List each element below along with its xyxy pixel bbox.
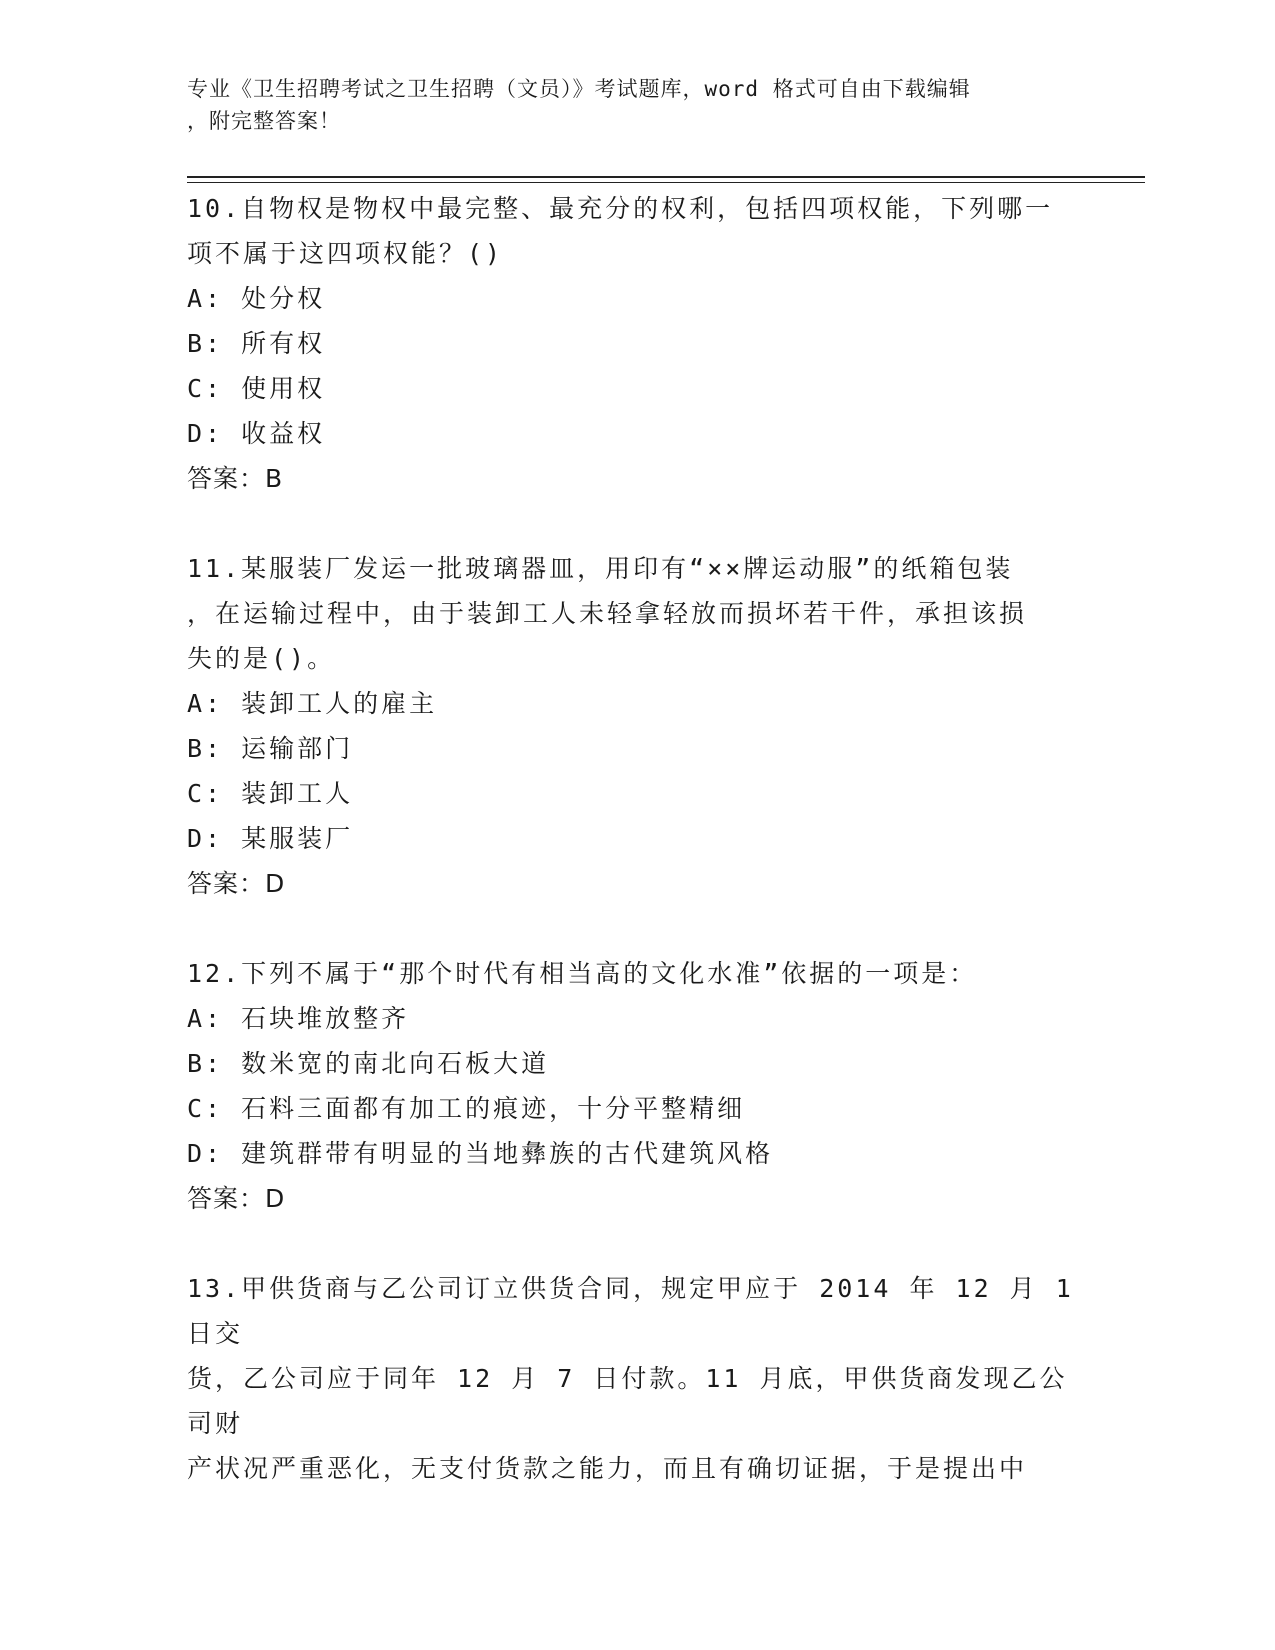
question-stem-line: 失的是()。 (187, 644, 336, 673)
header-line-1: 专业《卫生招聘考试之卫生招聘（文员）》考试题库，word 格式可自由下载编辑 (187, 77, 971, 101)
question-13 (187, 1266, 1087, 1491)
document-header (187, 73, 1087, 137)
option-a: A: 装卸工人的雇主 (187, 689, 438, 718)
option-c: C: 装卸工人 (187, 779, 354, 808)
question-stem-line: 13.甲供货商与乙公司订立供货合同，规定甲应于 2014 年 12 月 1 日交 (187, 1274, 1074, 1348)
question-stem-line: 11.某服装厂发运一批玻璃器皿，用印有“××牌运动服”的纸箱包装 (187, 554, 1014, 583)
question-12 (187, 951, 1087, 1221)
question-11 (187, 546, 1087, 906)
answer-line: 答案：B (187, 464, 284, 493)
option-c: C: 使用权 (187, 374, 326, 403)
option-d: D: 建筑群带有明显的当地彝族的古代建筑风格 (187, 1139, 774, 1168)
question-stem-line: 货，乙公司应于同年 12 月 7 日付款。11 月底，甲供货商发现乙公司财 (187, 1364, 1068, 1438)
header-divider-thin (187, 182, 1145, 183)
question-10 (187, 186, 1087, 501)
option-b: B: 数米宽的南北向石板大道 (187, 1049, 550, 1078)
answer-line: 答案：D (187, 869, 286, 898)
header-line-2: ，附完整答案！ (187, 109, 341, 133)
option-a: A: 处分权 (187, 284, 326, 313)
option-a: A: 石块堆放整齐 (187, 1004, 410, 1033)
question-list (187, 186, 1087, 1536)
option-d: D: 某服装厂 (187, 824, 354, 853)
answer-line: 答案：D (187, 1184, 286, 1213)
question-stem-line: 10.自物权是物权中最完整、最充分的权利，包括四项权能，下列哪一 (187, 194, 1054, 223)
question-stem-line: ，在运输过程中，由于装卸工人未轻拿轻放而损坏若干件，承担该损 (187, 599, 1028, 628)
question-stem-line: 产状况严重恶化，无支付货款之能力，而且有确切证据，于是提出中 (187, 1454, 1028, 1483)
option-d: D: 收益权 (187, 419, 326, 448)
option-b: B: 所有权 (187, 329, 326, 358)
question-stem-line: 12.下列不属于“那个时代有相当高的文化水准”依据的一项是： (187, 959, 978, 988)
header-divider-thick (187, 176, 1145, 178)
question-stem-line: 项不属于这四项权能？() (187, 239, 504, 268)
option-c: C: 石料三面都有加工的痕迹，十分平整精细 (187, 1094, 746, 1123)
option-b: B: 运输部门 (187, 734, 354, 763)
